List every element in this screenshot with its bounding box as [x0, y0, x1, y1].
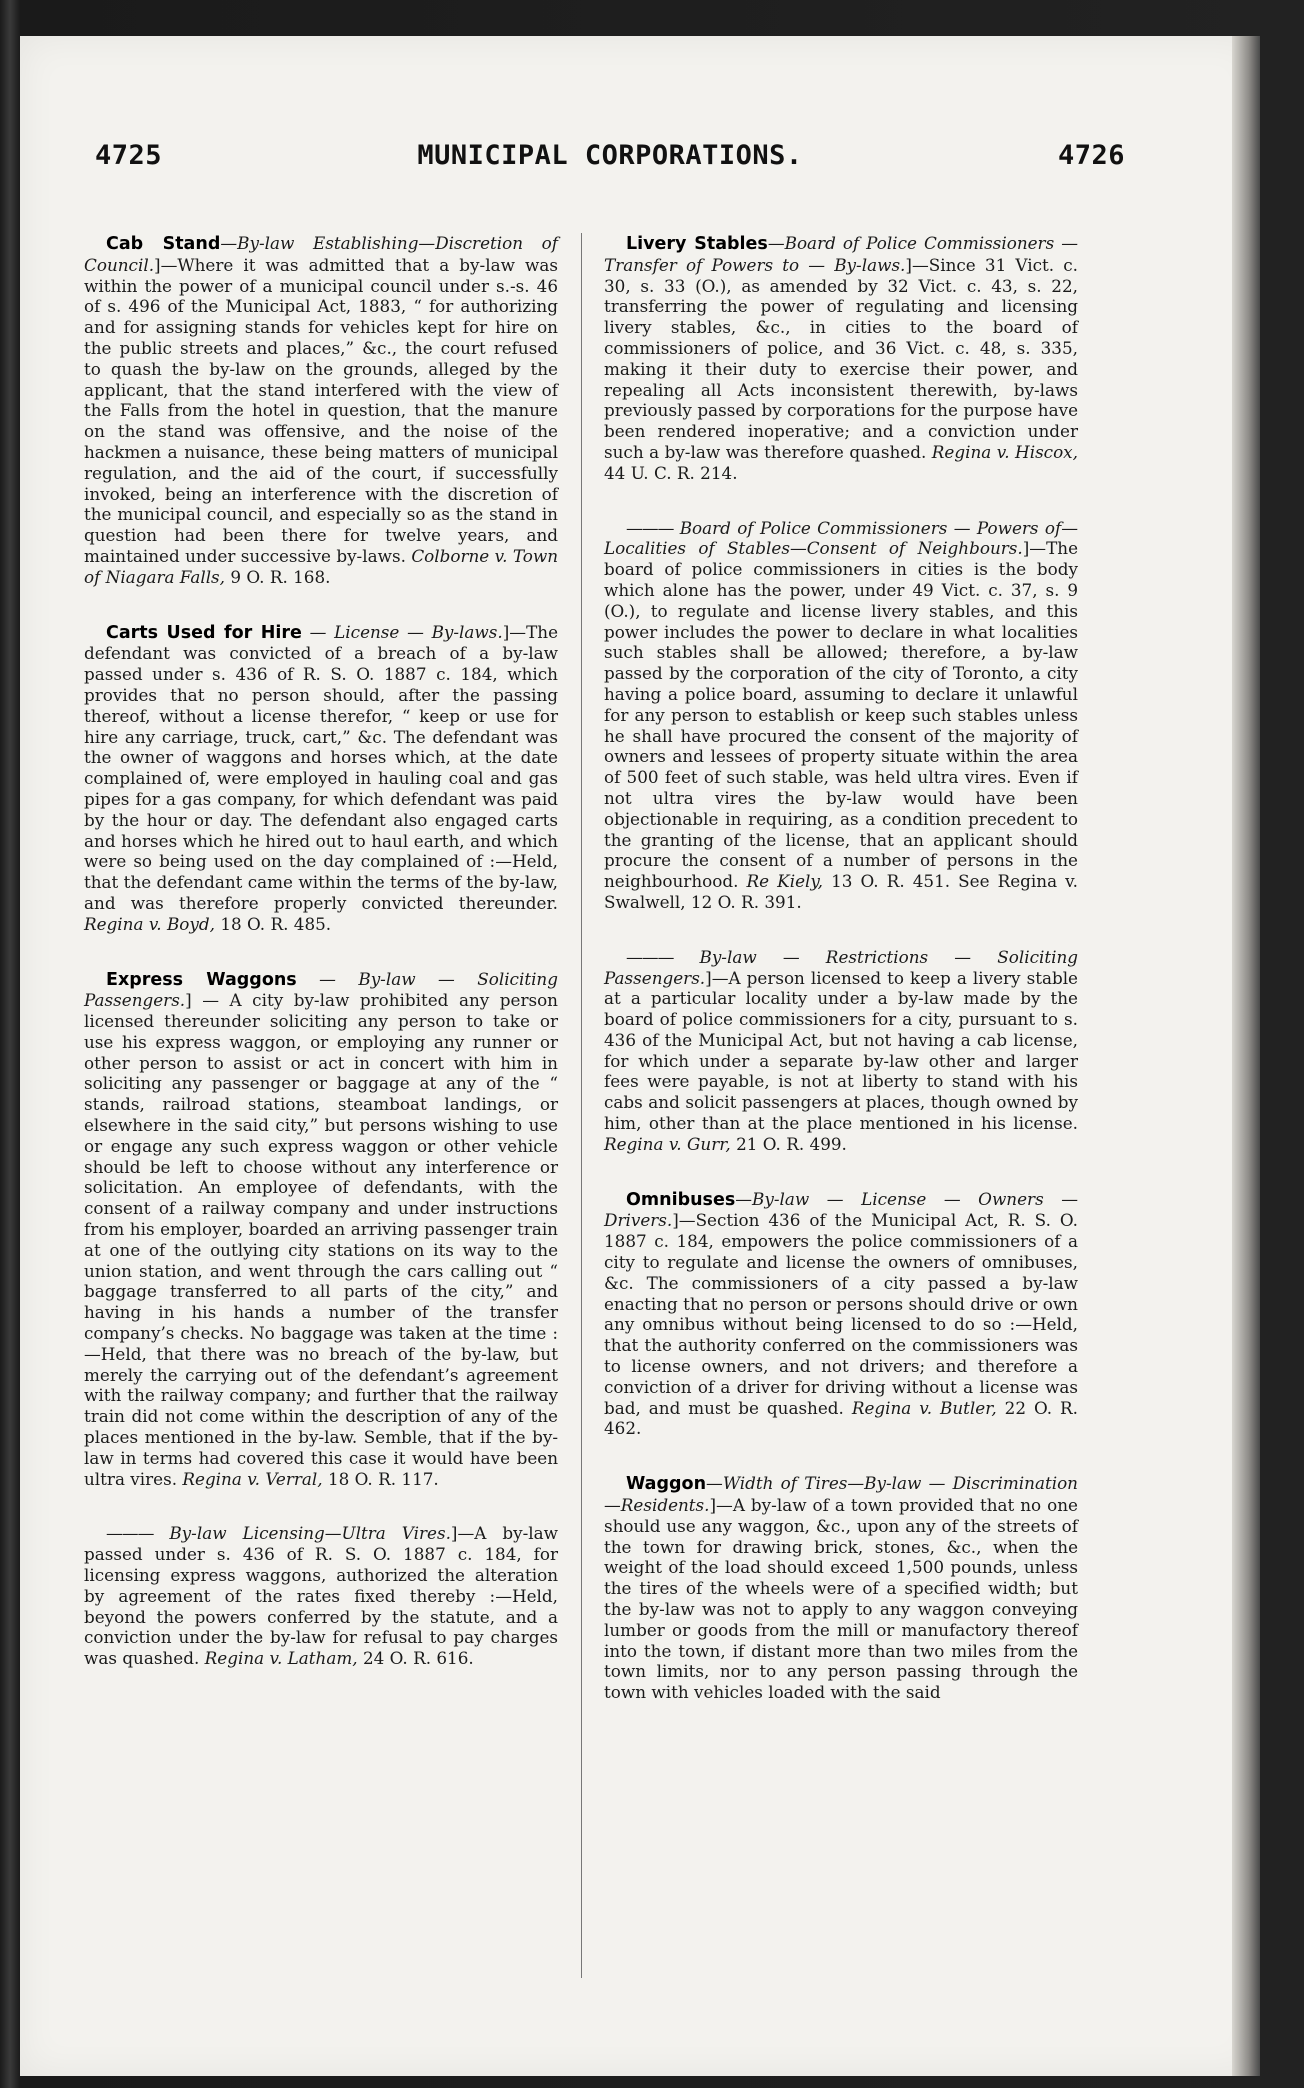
entry-heading: Express Waggons	[106, 969, 297, 990]
entry-body: ]—The board of police commissioners in cities is the body which alone has the power, under 49 Vict. c. 37, s. 9 (O.), to regulate and license livery stables, and this power includes the power to declare in what localities such stables shall be allowed; therefore, a by-law passed by the corporation of the city of Toronto, a city having a police board, assuming to declare it unlawful for any person to establish or keep such stables unless he shall have procured the consent of the majority of owners and lessees of property situate within the area of 500 feet of such stable, was held ultra vires. Even if not ultra vires the by-law would have been objectionable in requiring, as a condition precedent to the granting of the license, that an applicant should procure the consent of a number of persons in the neighbourhood.	[604, 538, 1078, 892]
entry-case: Regina v. Hiscox,	[931, 441, 1078, 462]
entry-case: Regina v. Latham,	[204, 1648, 358, 1669]
entry-heading: Cab Stand	[106, 234, 221, 254]
entry-subheading: —Board of Police Commissioners — Transfer of Powers to — By-laws.	[604, 233, 1078, 275]
entry-ref: 13 O. R. 451. See Regina v. Swalwell, 12 O. R. 391.	[604, 871, 1079, 912]
entry-subheading: — By-law — Soliciting Passengers.	[84, 968, 558, 1011]
entry-livery-stables	[604, 233, 1078, 484]
entry-case: Regina v. Butler,	[851, 1397, 997, 1418]
entry-express-waggons	[84, 969, 558, 1490]
entry-omnibuses	[604, 1189, 1078, 1440]
entry-ref: 44 U. C. R. 214.	[604, 462, 738, 483]
entry-by-law-licensing	[84, 1523, 558, 1669]
entry-body: ]—Where it was admitted that a by-law was within the power of a municipal council under s.-s. 46 of s. 496 of the Municipal Act, 1883, “ for authorizing and for assigning stands for vehicles kept for hire on the public streets and places,” &c., the court refused to quash the by-law on the grounds, alleged by the applicant, that the stand interfered with the view of the Falls from the hotel in question, that the manure on the stand was offensive, and the noise of the hackmen a nuisance, these being matters of municipal regulation, and the aid of the court, if successfully invoked, being an interference with the discretion of the municipal council, and especially so as the stand in question had been there for twelve years, and maintained under successive by-laws.	[84, 254, 558, 566]
page-number-left: 4725	[95, 140, 163, 171]
entry-body: ]—Section 436 of the Municipal Act, R. S. O. 1887 c. 184, empowers the police commissioners of a city to regulate and license the owners of omnibuses, &c. The commissioners of a city passed a by-law enacting that no person or persons should drive or own any omnibus without being licensed to do so :—Held, that the authority conferred on the commissioners was to license owners, and not drivers; and therefore a conviction of a driver for driving without a license was bad, and must be quashed.	[604, 1210, 1078, 1418]
entry-case: Re Kiely,	[746, 871, 823, 892]
entry-subheading: —By-law Establishing—Discretion of Council.	[84, 233, 558, 275]
entry-ref: 9 O. R. 168.	[230, 566, 331, 587]
entry-subheading: — License — By-laws.	[301, 621, 503, 642]
entry-subheading: By-law Licensing—Ultra Vires.	[153, 1523, 451, 1544]
entry-heading: Omnibuses	[626, 1189, 736, 1210]
entry-board-of-police	[604, 518, 1078, 913]
entry-case: Colborne v. Town of Niagara Falls,	[84, 545, 558, 587]
entry-subheading: —By-law — License — Owners —Drivers.	[604, 1188, 1078, 1231]
entry-body: ]—A by-law passed under s. 436 of R. S. O. 1887 c. 184, for licensing express waggons, authorized the alteration by agreement of the rates fixed thereby :—Held, beyond the powers conferred by the statute, and a conviction under the by-law for refusal to pay charges was quashed.	[84, 1523, 558, 1669]
page-edge	[1232, 36, 1260, 2076]
entry-body: ]—Since 31 Vict. c. 30, s. 33 (O.), as amended by 32 Vict. c. 43, s. 22, transferring the power of regulating and licensing livery stables, &c., in cities to the board of commissioners of police, and 36 Vict. c. 48, s. 335, making it their duty to exercise their power, and repealing all Acts inconsistent therewith, by-laws previously passed by corporations for the purpose have been rendered inoperative; and a conviction under such a by-law was therefore quashed.	[604, 254, 1078, 462]
entry-waggon	[604, 1473, 1078, 1703]
entry-body: ] — A city by-law prohibited any person licensed thereunder soliciting any person to take or use his express waggon, or employing any runner or other person to assist or act in concert with him in soliciting any passenger or baggage at any of the “ stands, railroad stations, steamboat landings, or elsewhere in the said city,” but persons wishing to use or engage any such express waggon or other vehicle should be left to choose without any interference or solicitation. An employee of defendants, with the consent of a railway company and under instructions from his employer, boarded an arriving passenger train at one of the outlying city stations on its way to the union station, and went through the cars calling out “ baggage transferred to all parts of the city,” and having in his hands a number of the transfer company’s checks. No baggage was taken at the time :—Held, that there was no breach of the by-law, but merely the carrying out of the defendant’s agreement with the railway company; and further that the railway train did not come within the description of any of the places mentioned in the by-law. Semble, that if the by-law in terms had covered this case it would have been ultra vires.	[84, 990, 558, 1489]
right-column	[604, 233, 1078, 1703]
entry-ref: 21 O. R. 499.	[736, 1133, 847, 1154]
entry-subheading: Board of Police Commissioners — Powers of—Localities of Stables—Consent of Neighbours.	[604, 517, 1078, 559]
entry-case: Regina v. Gurr,	[604, 1133, 731, 1154]
running-title: MUNICIPAL CORPORATIONS.	[417, 140, 803, 171]
entry-subheading: —Width of Tires—By-law — Discrimination—Residents.	[604, 1473, 1078, 1516]
entry-dash: ———	[626, 517, 674, 538]
entry-ref: 22 O. R. 462.	[604, 1397, 1078, 1439]
entry-body: ]—A by-law of a town provided that no one should use any waggon, &c., upon any of the streets of the town for drawing brick, stones, &c., when the weight of the load should exceed 1,500 pounds, unless the tires of the wheels were of a specified width; but the by-law was not to apply to any waggon conveying lumber or goods from the mill or manufactory thereof into the town, if distant more than two miles from the town limits, nor to any person passing through the town with vehicles loaded with the said	[604, 1495, 1078, 1703]
entry-body: ]—A person licensed to keep a livery stable at a particular locality under a by-law made by the board of police commissioners for a city, pursuant to s. 436 of the Municipal Act, but not having a cab license, for which under a separate by-law other and larger fees were payable, is not at liberty to stand with his cabs and solicit passengers at places, though owned by him, other than at the place mentioned in his license.	[604, 967, 1078, 1134]
entry-heading: Waggon	[626, 1474, 707, 1495]
column-divider	[581, 233, 582, 1978]
page-number-right: 4726	[1057, 140, 1125, 171]
entry-dash: ———	[626, 946, 674, 967]
entry-case: Regina v. Boyd,	[84, 913, 215, 934]
entry-case: Regina v. Verral,	[182, 1468, 323, 1489]
entry-body: ]—The defendant was convicted of a breach of a by-law passed under s. 436 of R. S. O. 1887 c. 184, which provides that no person should, after the passing thereof, without a license therefor, “ keep or use for hire any carriage, truck, cart,” &c. The defendant was the owner of waggons and horses which, at the date complained of, were employed in hauling coal and gas pipes for a gas company, for which defendant was paid by the hour or day. The defendant also engaged carts and horses which he hired out to haul earth, and which were so being used on the day complained of :—Held, that the defendant came within the terms of the by-law, and was therefore properly convicted thereunder.	[84, 621, 558, 913]
entry-subheading: By-law — Restrictions — Soliciting Passengers.	[604, 946, 1078, 988]
entry-carts-for-hire	[84, 622, 558, 935]
entry-ref: 24 O. R. 616.	[362, 1648, 474, 1669]
entry-ref: 18 O. R. 117.	[327, 1468, 439, 1489]
entry-heading: Carts Used for Hire	[106, 622, 302, 643]
left-column	[84, 233, 558, 1669]
entry-dash: ———	[106, 1523, 154, 1544]
entry-ref: 18 O. R. 485.	[220, 913, 332, 934]
entry-cab-stand	[84, 233, 558, 588]
entry-soliciting-passengers	[604, 947, 1078, 1155]
entry-heading: Livery Stables	[626, 234, 768, 254]
page-header	[95, 140, 1125, 180]
